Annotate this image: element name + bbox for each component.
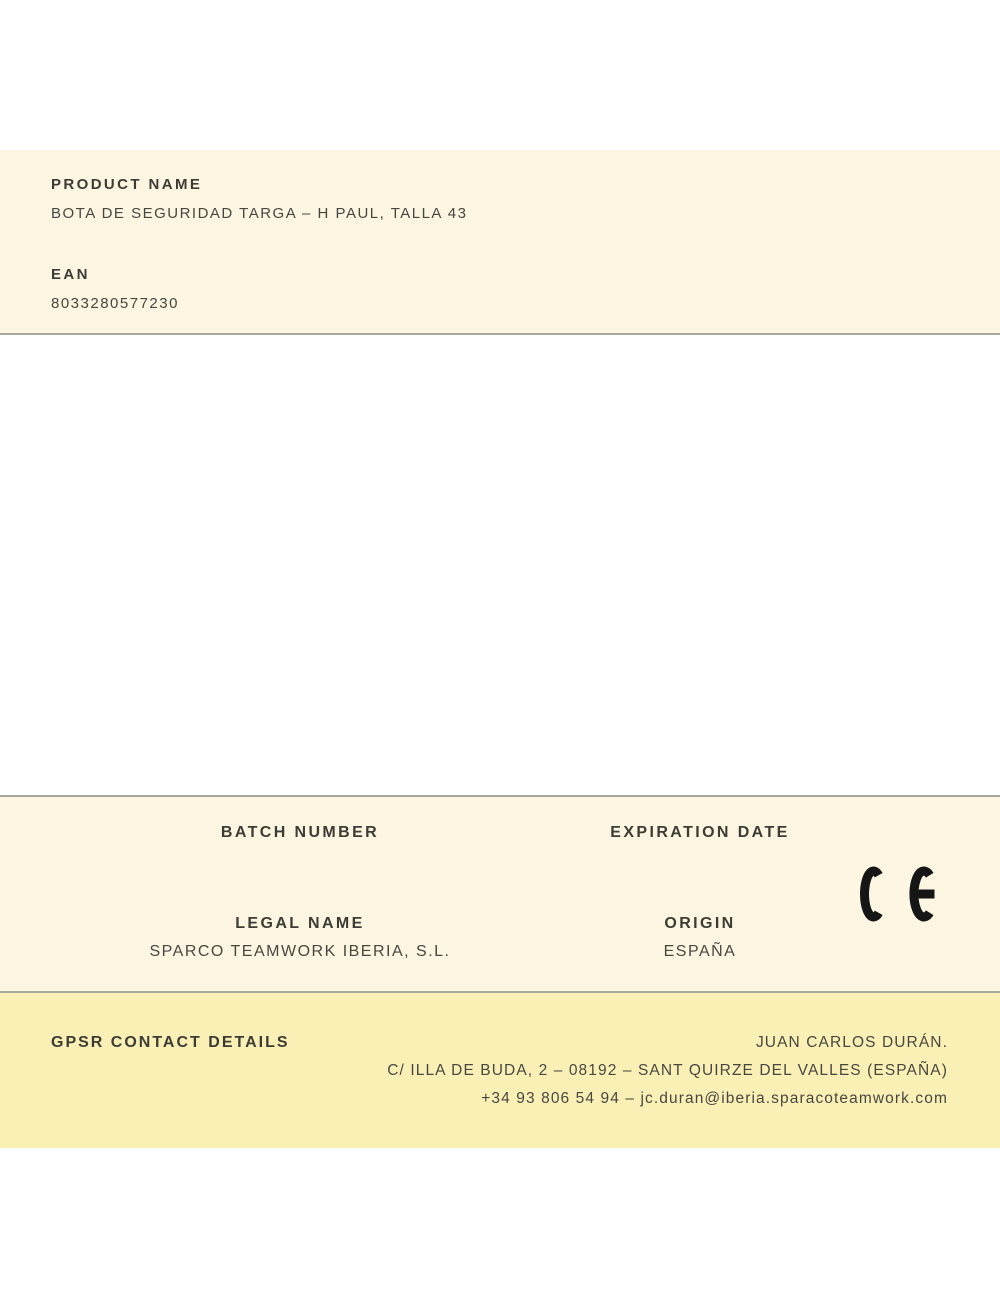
legal-name-value: SPARCO TEAMWORK IBERIA, S.L. xyxy=(149,943,451,960)
origin-value: ESPAÑA xyxy=(663,943,737,960)
batch-number-label: BATCH NUMBER xyxy=(220,824,380,841)
origin-label: ORIGIN xyxy=(664,915,736,932)
product-name-label: PRODUCT NAME xyxy=(51,176,203,193)
gpsr-contact-phone-email: +34 93 806 54 94 – jc.duran@iberia.sparacoteamwork.com xyxy=(481,1090,948,1107)
gpsr-contact-block xyxy=(387,1034,948,1118)
gpsr-contact-address: C/ ILLA DE BUDA, 2 – 08192 – SANT QUIRZE DEL VALLES (ESPAÑA) xyxy=(387,1062,948,1079)
product-info-section xyxy=(0,150,1000,335)
expiration-date-label: EXPIRATION DATE xyxy=(610,824,790,841)
gpsr-contact-section xyxy=(0,993,1000,1148)
batch-legal-section xyxy=(0,795,1000,993)
product-name-value: BOTA DE SEGURIDAD TARGA – H PAUL, TALLA 43 xyxy=(51,205,468,222)
ean-label: EAN xyxy=(51,266,90,283)
gpsr-contact-details-label: GPSR CONTACT DETAILS xyxy=(51,1034,290,1051)
ean-value: 8033280577230 xyxy=(51,295,179,312)
gpsr-contact-name: JUAN CARLOS DURÁN. xyxy=(755,1034,948,1051)
ce-mark-icon xyxy=(860,865,940,923)
legal-name-label: LEGAL NAME xyxy=(235,915,365,932)
